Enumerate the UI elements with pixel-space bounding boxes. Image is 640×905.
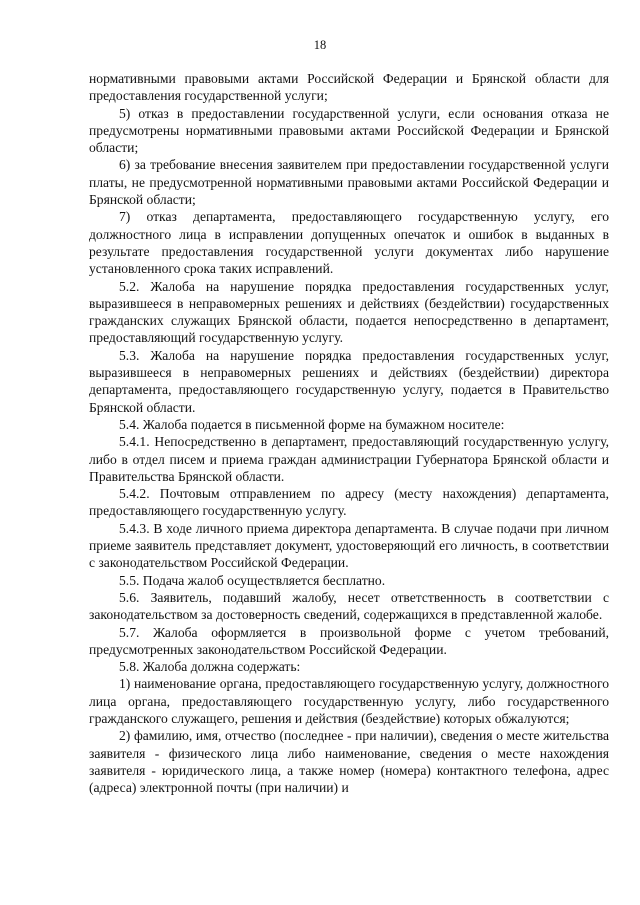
paragraph-item-6: 6) за требование внесения заявителем при предоставлении государственной услуги платы, не предусмотренной нормативными правовыми актами Российской Федерации и Брянской области; [89,157,609,208]
paragraph-item-7: 7) отказ департамента, предоставляющего государственную услугу, его должностного лица в исправлении допущенных опечаток и ошибок в выданных в результате предоставления государственной услуги документах либо нарушение установленного срока таких исправлений. [89,209,609,277]
paragraph-5-7: 5.7. Жалоба оформляется в произвольной форме с учетом требований, предусмотренных законодательством Российской Федерации. [89,624,609,657]
paragraph-5-2: 5.2. Жалоба на нарушение порядка предоставления государственных услуг, выразившееся в неправомерных решениях и действиях (бездействии) государственных гражданских служащих Брянской области, подается непосредственно в департамент, предоставляющий государственную услугу. [89,278,609,346]
paragraph-5-8-1: 1) наименование органа, предоставляющего государственную услугу, должностного лица органа, предоставляющего государственную услугу, либо государственного гражданского служащего, решения и действия (бездействие) которых обжалуются; [89,676,609,726]
paragraph-continuation: нормативными правовыми актами Российской Федерации и Брянской области для предоставления государственной услуги; [89,71,609,104]
paragraph-5-8-2: 2) фамилию, имя, отчество (последнее - при наличии), сведения о месте жительства заявителя - физического лица либо наименование, сведения о месте нахождения заявителя - юридического лица, а также номер (номера) контактного телефона, адрес (адреса) электронной почты (при наличии) и [89,728,609,796]
paragraph-5-5: 5.5. Подача жалоб осуществляется бесплатно. [119,572,386,588]
paragraph-5-4-3: 5.4.3. В ходе личного приема директора департамента. В случае подачи при личном приеме заявитель представляет документ, удостоверяющий его личность, в соответствии с законодательством Российской Федерации. [89,520,609,571]
page-number: 18 [313,38,327,52]
paragraph-5-3: 5.3. Жалоба на нарушение порядка предоставления государственных услуг, выразившееся в неправомерных решениях и действиях (бездействии) директора департамента, предоставляющего государственную услугу, подается в Правительство Брянской области. [89,347,609,415]
document-body [89,70,609,796]
paragraph-item-5: 5) отказ в предоставлении государственной услуги, если основания отказа не предусмотрены нормативными правовыми актами Российской Федерации и Брянской области; [89,105,609,156]
paragraph-5-4-1: 5.4.1. Непосредственно в департамент, предоставляющий государственную услугу, либо в отдел писем и приема граждан администрации Губернатора Брянской области и Правительства Брянской области. [89,434,609,484]
paragraph-5-4-2: 5.4.2. Почтовым отправлением по адресу (месту нахождения) департамента, предоставляющего государственную услугу. [89,486,609,519]
paragraph-5-4: 5.4. Жалоба подается в письменной форме на бумажном носителе: [119,416,505,432]
paragraph-5-6: 5.6. Заявитель, подавший жалобу, несет ответственность в соответствии с законодательством за достоверность сведений, содержащихся в представленной жалобе. [89,589,609,623]
paragraph-5-8: 5.8. Жалоба должна содержать: [119,659,301,675]
